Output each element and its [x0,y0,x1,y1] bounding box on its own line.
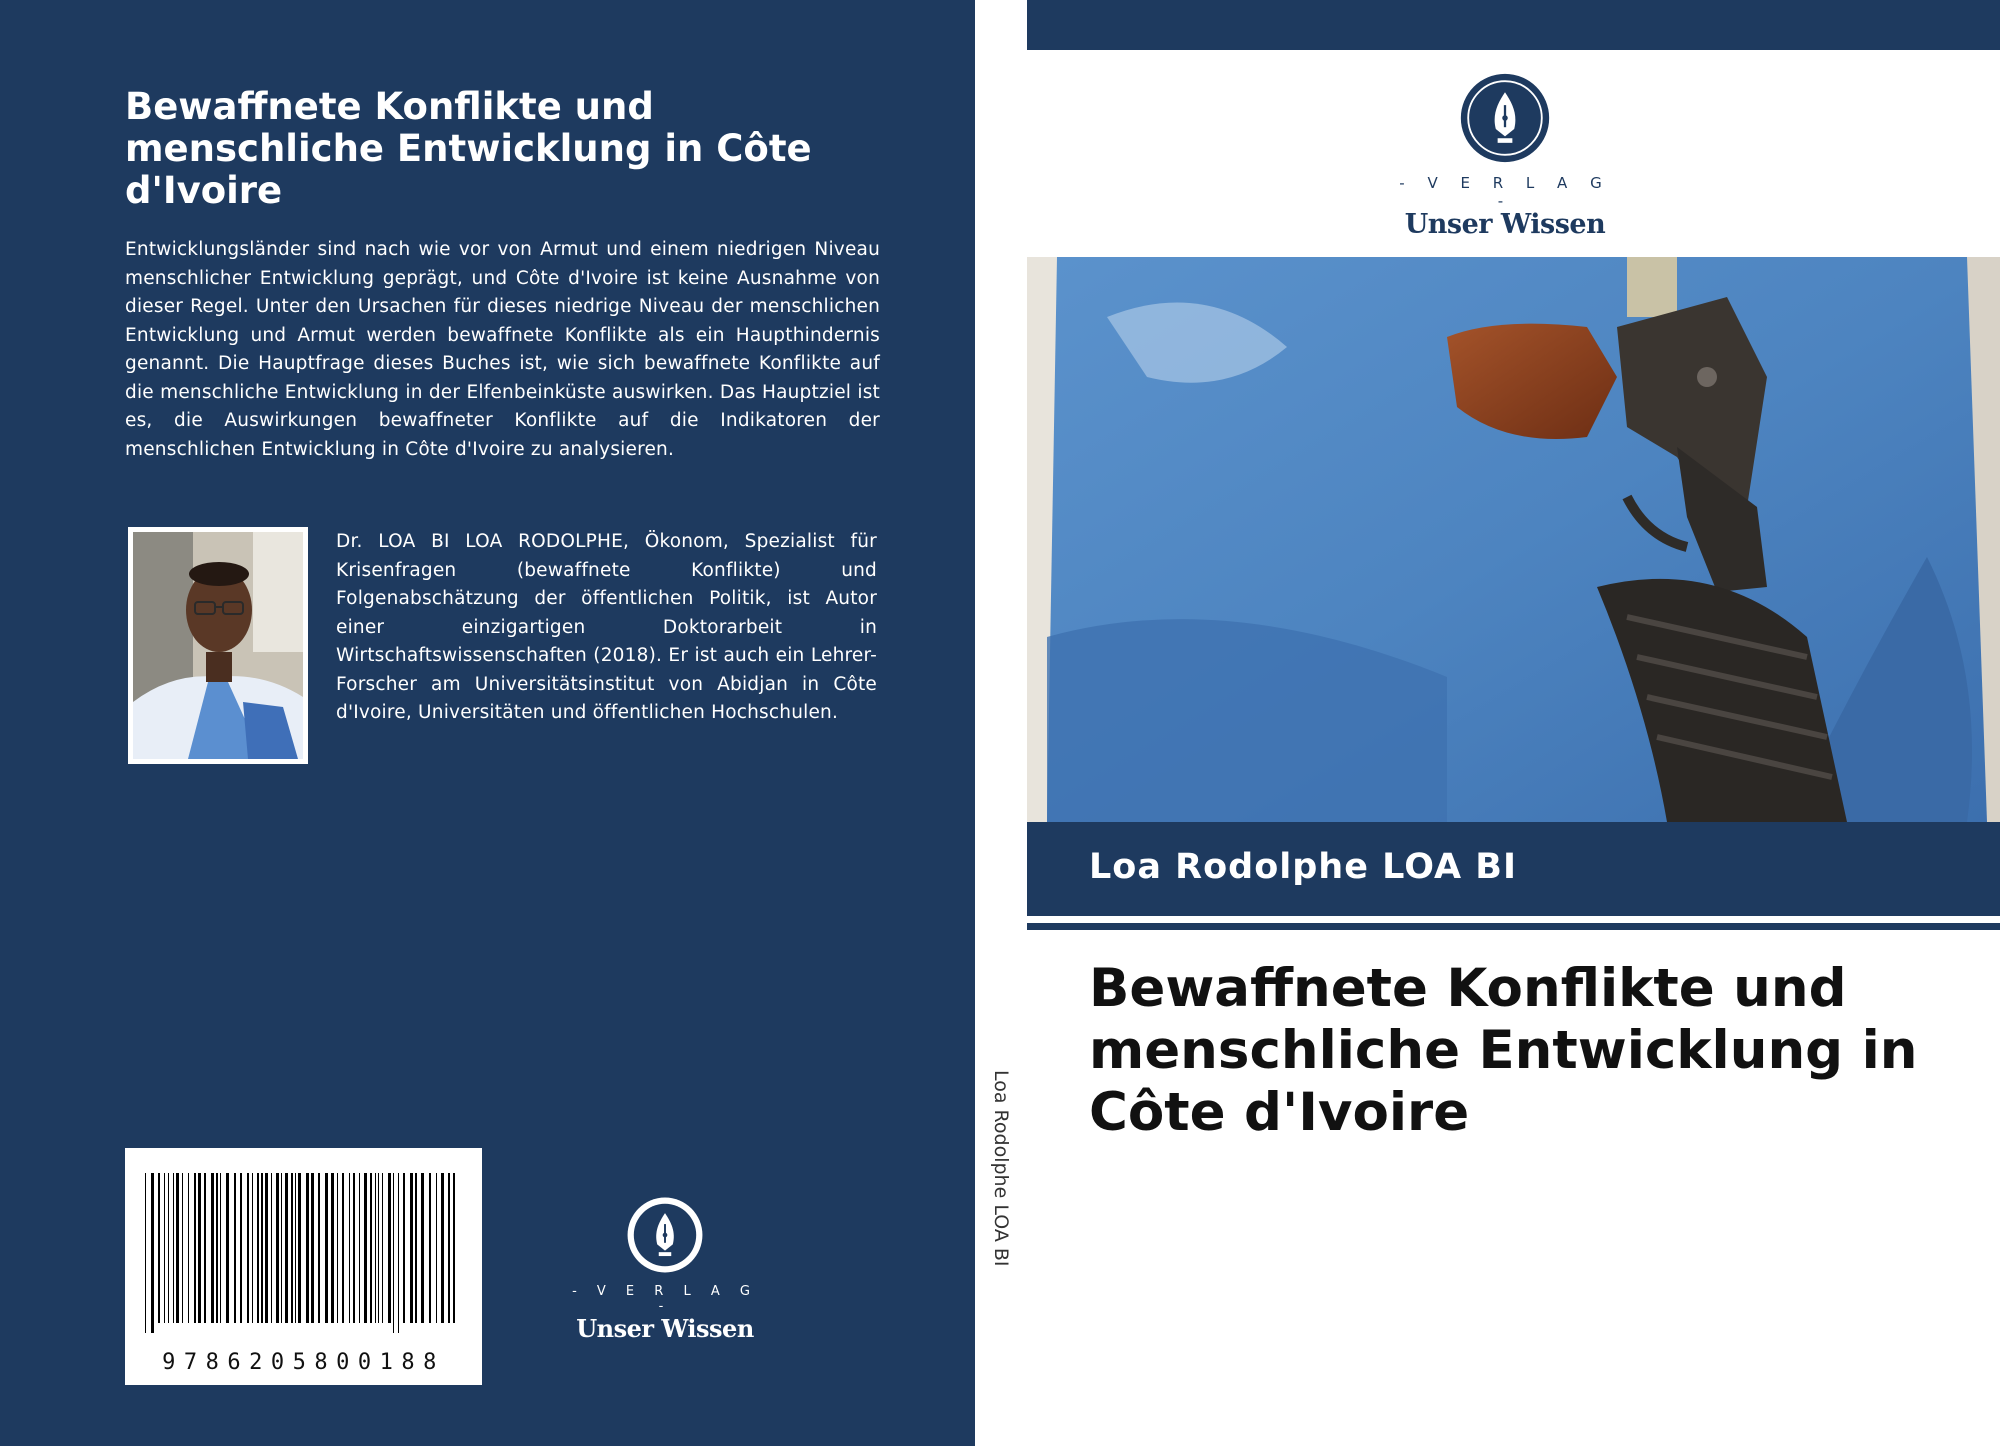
barcode-bar [398,1173,399,1333]
barcode-bar [325,1173,328,1323]
barcode-bar [436,1173,437,1323]
barcode-bar [453,1173,455,1323]
barcode-bar [234,1173,236,1323]
isbn-digits: 9786205800188 [162,1350,445,1375]
barcode-bar [378,1173,379,1323]
barcode-bar [342,1173,344,1323]
barcode-bar [281,1173,282,1323]
barcode-bar [168,1173,169,1323]
back-logo-verlag: - V E R L A G - [572,1284,758,1314]
front-logo-verlag: - V E R L A G - [1399,174,1611,210]
barcode-icon [145,1173,463,1348]
barcode-bar [240,1173,242,1323]
barcode-bar [145,1173,146,1333]
barcode-bar [318,1173,320,1323]
barcode-bar [359,1173,360,1323]
author-portrait-image [133,532,303,759]
fountain-pen-nib-seal-icon [1459,72,1551,164]
front-top-bar [1027,0,2000,50]
author-band [1027,822,2000,916]
cover-photo [1027,257,2000,822]
barcode-bar [410,1173,413,1323]
barcode-bar [421,1173,424,1323]
barcode-bar [349,1173,350,1323]
barcode-bar [198,1173,201,1323]
back-logo-name: Unser Wissen [576,1314,754,1343]
barcode-bar [276,1173,279,1323]
back-cover [0,0,975,1446]
barcode-bar [216,1173,218,1323]
barcode-bar [188,1173,189,1323]
barcode-bar [271,1173,272,1323]
front-publisher-logo [1390,72,1620,240]
back-cover-title: Bewaffnete Konflikte und menschliche Entwicklung in Côte d'Ivoire [125,85,812,212]
front-author-name: Loa Rodolphe LOA BI [1089,847,1517,887]
barcode-bar [176,1173,179,1323]
barcode-bar [331,1173,334,1323]
barcode-bar [158,1173,160,1323]
barcode-bar [211,1173,214,1323]
barcode-bar [164,1173,165,1323]
spine [975,0,1027,1446]
barcode-bar [337,1173,338,1323]
barcode-bar [257,1173,259,1323]
barcode-bar [448,1173,450,1323]
barcode-bar [265,1173,268,1323]
barcode-bar [220,1173,221,1323]
barcode-bar [295,1173,296,1323]
author-photo [128,527,308,764]
spine-author: Loa Rodolphe LOA BI [990,1070,1012,1267]
barcode-bar [370,1173,372,1323]
barcode-bar [173,1173,174,1323]
front-cover-title: Bewaffnete Konflikte und menschliche Entwicklung in Côte d'Ivoire [1089,958,1918,1143]
barcode-bar [252,1173,253,1323]
barcode-bar [353,1173,355,1323]
barcode-bar [247,1173,249,1323]
barcode-bar [441,1173,444,1323]
barcode-bar [291,1173,293,1323]
barcode-bar [285,1173,288,1323]
fountain-pen-nib-seal-icon [626,1196,704,1274]
barcode-bar [393,1173,394,1333]
barcode-bar [298,1173,301,1323]
barcode-bar [226,1173,229,1323]
barcode-bar [204,1173,206,1323]
barcode-bar [403,1173,405,1323]
divider-rule [1027,923,2000,930]
barcode-bar [382,1173,383,1323]
barcode-bar [364,1173,367,1323]
cover-photo-image [1027,257,2000,822]
author-bio: Dr. LOA BI LOA RODOLPHE, Ökonom, Spezialist für Krisenfragen (bewaffnete Konflikte) und Folgenabschätzung der öffentlichen Politik, ist Autor einer einzigartigen Doktorarbeit in Wirtschaftswissenschaften (2018). Er ist auch ein Lehrer-Forscher am Universitätsinstitut von Abidjan in Côte d'Ivoire, Universitäten und öffentlichen Hochschulen. [336,531,877,723]
barcode-bar [415,1173,417,1323]
barcode-bar [375,1173,376,1323]
barcode-bar [151,1173,154,1333]
back-publisher-logo [560,1196,770,1344]
barcode-bar [306,1173,309,1323]
barcode-bar [388,1173,391,1323]
isbn-barcode [125,1148,482,1385]
back-cover-blurb: Entwicklungsländer sind nach wie vor von Armut und einem niedrigen Niveau menschlicher Entwicklung geprägt, und Côte d'Ivoire ist keine Ausnahme von dieser Regel. Unter den Ursachen für dieses niedrige Niveau der menschlichen Entwicklung und Armut werden bewaffnete Konflikte als ein Haupthindernis genannt. Die Hauptfrage dieses Buches ist, wie sich bewaffnete Konflikte auf die menschliche Entwicklung in der Elfenbeinküste auswirken. Das Hauptziel ist es, die Auswirkungen bewaffneter Konflikte auf die Indikatoren der menschlichen Entwicklung in Côte d'Ivoire zu analysieren. [125,239,880,460]
barcode-bar [194,1173,196,1323]
barcode-bar [182,1173,183,1323]
barcode-bar [311,1173,314,1323]
barcode-bar [429,1173,431,1323]
front-logo-name: Unser Wissen [1404,209,1606,240]
barcode-bar [261,1173,263,1323]
